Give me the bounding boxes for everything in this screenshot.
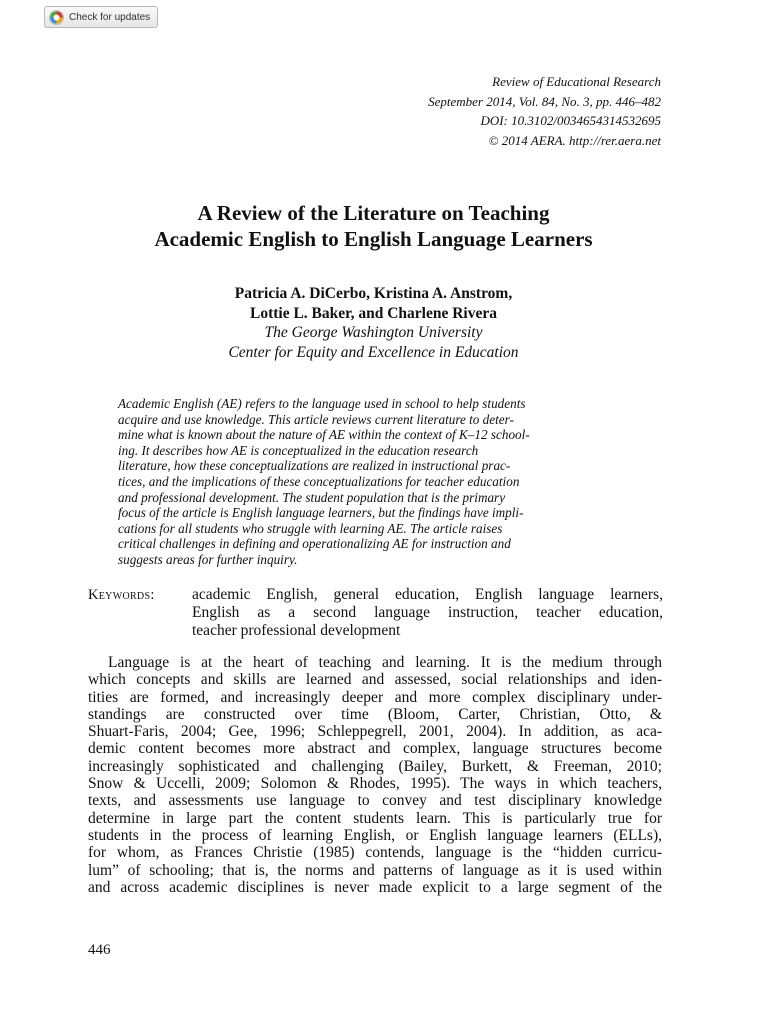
body-line: increasingly sophisticated and challenging (Bailey, Burkett, & Freeman, 2010; — [88, 757, 662, 775]
keywords-line: academic English, general education, English language learners, — [192, 586, 663, 603]
abstract-line: suggests areas for further inquiry. — [118, 551, 298, 567]
check-for-updates-label: Check for updates — [69, 11, 151, 23]
journal-doi: DOI: 10.3102/0034654314532695 — [480, 113, 661, 128]
abstract-line: critical challenges in defining and operationalizing AE for instruction and — [118, 536, 511, 552]
journal-issue: September 2014, Vol. 84, No. 3, pp. 446–482 — [428, 93, 661, 109]
keywords-list — [192, 586, 663, 640]
check-for-updates-button[interactable] — [44, 6, 158, 28]
abstract-line: acquire and use knowledge. This article reviews current literature to deter- — [118, 411, 514, 427]
body-line: standings are constructed over time (Bloom, Carter, Christian, Otto, & — [88, 705, 662, 723]
abstract-line: Academic English (AE) refers to the language used in school to help students — [118, 396, 526, 411]
page-number: 446 — [88, 942, 111, 958]
article-title — [0, 200, 747, 252]
keywords-line: English as a second language instruction, teacher education, — [192, 604, 663, 621]
body-line: texts, and assessments use language to convey and test disciplinary knowledge — [88, 792, 662, 810]
body-paragraph — [88, 654, 662, 896]
body-line: lum” of schooling; that is, the norms and patterns of language as it is used within — [88, 861, 662, 879]
title-line-2: Academic English to English Language Learners — [154, 227, 593, 251]
abstract-line: ing. It describes how AE is conceptualized in the education research — [118, 442, 479, 458]
body-line: and across academic disciplines is never made explicit to a large segment of the — [88, 878, 662, 896]
authors-line-1: Patricia A. DiCerbo, Kristina A. Anstrom, — [234, 285, 513, 302]
affiliation-center: Center for Equity and Excellence in Education — [228, 343, 519, 361]
abstract-line: literature, how these conceptualizations are realized in instructional prac- — [118, 458, 511, 474]
body-line: tities are formed, and increasingly deeper and more complex disciplinary under- — [88, 688, 662, 706]
journal-header — [428, 72, 661, 150]
body-line: Shuart-Faris, 2004; Gee, 1996; Schleppegrell, 2001, 2004). In addition, as aca- — [88, 723, 662, 741]
abstract-line: mine what is known about the nature of AE within the context of K–12 school- — [118, 427, 530, 443]
keywords-line: teacher professional development — [192, 622, 401, 639]
body-line: determine in large part the content students learn. This is particularly true for — [88, 809, 662, 827]
body-line: which concepts and skills are learned and assessed, social relationships and iden- — [88, 671, 662, 689]
abstract-line: focus of the article is English language learners, but the findings have impli- — [118, 505, 524, 521]
body-line: for whom, as Frances Christie (1985) contends, language is the “hidden curricu- — [88, 844, 662, 862]
keywords-label: Keywords: — [88, 587, 155, 603]
abstract — [118, 396, 630, 568]
title-line-1: A Review of the Literature on Teaching — [197, 201, 550, 225]
body-line: students in the process of learning English, or English language learners (ELLs), — [88, 826, 662, 844]
journal-name: Review of Educational Research — [492, 74, 661, 89]
authors-line-2: Lottie L. Baker, and Charlene Rivera — [250, 304, 497, 322]
journal-copyright: © 2014 AERA. http://rer.aera.net — [488, 132, 661, 148]
abstract-line: tices, and the implications of these conceptualizations for teacher education — [118, 473, 520, 489]
crossmark-update-icon — [49, 10, 64, 25]
affiliation-university: The George Washington University — [264, 324, 483, 341]
body-line: Language is at the heart of teaching and learning. It is the medium through — [108, 654, 662, 671]
body-line: demic content becomes more abstract and complex, language structures become — [88, 740, 662, 758]
body-line: Snow & Uccelli, 2009; Solomon & Rhodes, 1995). The ways in which teachers, — [88, 775, 662, 793]
author-block — [0, 284, 747, 362]
abstract-line: cations for all students who struggle with learning AE. The article raises — [118, 520, 503, 536]
abstract-line: and professional development. The student population that is the primary — [118, 489, 506, 505]
